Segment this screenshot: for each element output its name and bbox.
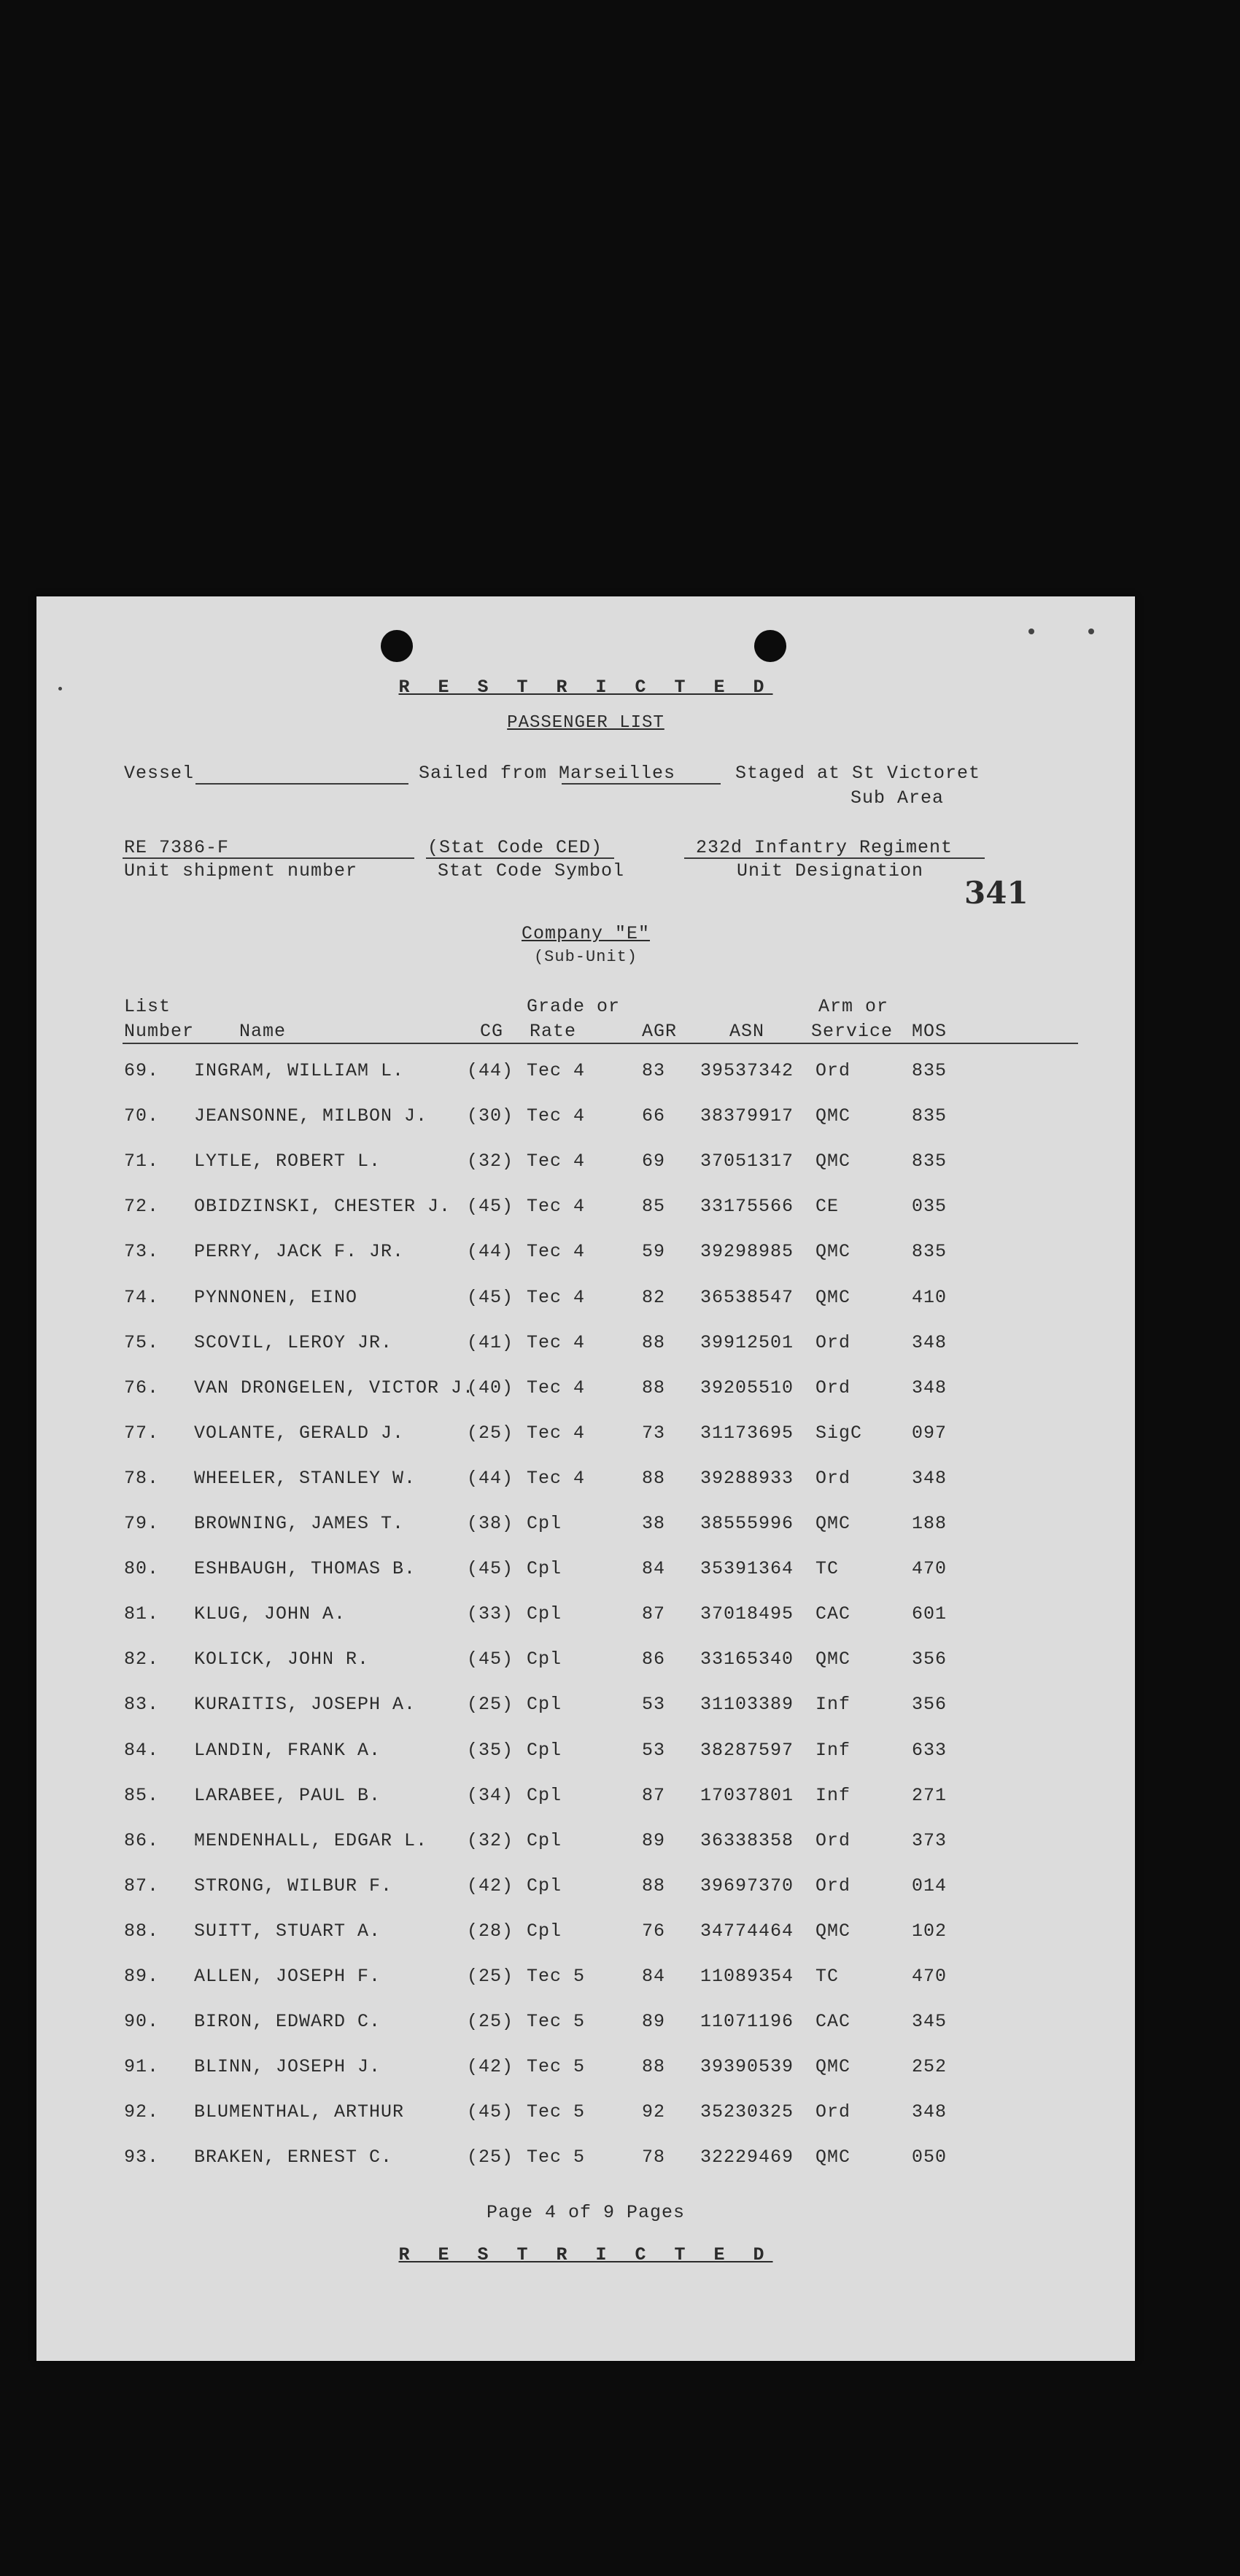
- cg-value: (44): [467, 1241, 514, 1263]
- asn-value: 17037801: [700, 1784, 794, 1806]
- header-rule: [123, 1043, 1078, 1044]
- cg-value: (30): [467, 1105, 514, 1127]
- list-number: 81.: [124, 1603, 160, 1625]
- agr-value: 87: [642, 1603, 666, 1625]
- table-row: [36, 1468, 1135, 1513]
- passenger-name: OBIDZINSKI, CHESTER J.: [194, 1196, 452, 1218]
- list-number: 91.: [124, 2056, 160, 2078]
- grade-value: Cpl: [527, 1920, 562, 1942]
- unit-shipment-underline: [123, 857, 414, 859]
- column-asn: ASN: [729, 1021, 765, 1042]
- grade-value: Tec 5: [527, 2056, 586, 2078]
- table-row: [36, 1241, 1135, 1286]
- grade-value: Tec 4: [527, 1467, 586, 1489]
- list-number: 79.: [124, 1513, 160, 1534]
- arm-service-value: QMC: [815, 1151, 851, 1172]
- arm-service-value: Ord: [815, 1467, 851, 1489]
- agr-value: 83: [642, 1060, 666, 1081]
- agr-value: 85: [642, 1196, 666, 1218]
- arm-service-value: QMC: [815, 1105, 851, 1127]
- cg-value: (25): [467, 1966, 514, 1987]
- asn-value: 39697370: [700, 1875, 794, 1896]
- asn-value: 37018495: [700, 1603, 794, 1625]
- grade-value: Cpl: [527, 1603, 562, 1625]
- arm-service-value: Ord: [815, 1875, 851, 1896]
- agr-value: 84: [642, 1966, 666, 1987]
- speck-mark: [1088, 629, 1094, 634]
- mos-value: 348: [912, 1331, 948, 1353]
- grade-value: Cpl: [527, 1513, 562, 1534]
- arm-service-value: Ord: [815, 1060, 851, 1081]
- list-number: 83.: [124, 1694, 160, 1716]
- mos-value: 835: [912, 1151, 948, 1172]
- agr-value: 89: [642, 2011, 666, 2033]
- sub-area: Sub Area: [850, 787, 945, 809]
- passenger-name: SUITT, STUART A.: [194, 1920, 381, 1942]
- list-number: 92.: [124, 2101, 160, 2123]
- arm-service-value: QMC: [815, 2056, 851, 2078]
- passenger-name: STRONG, WILBUR F.: [194, 1875, 393, 1896]
- mos-value: 050: [912, 2147, 948, 2168]
- passenger-name: LANDIN, FRANK A.: [194, 1739, 381, 1761]
- mos-value: 633: [912, 1739, 948, 1761]
- unit-designation-underline: [684, 857, 985, 859]
- cg-value: (44): [467, 1467, 514, 1489]
- table-row: [36, 1377, 1135, 1423]
- agr-value: 87: [642, 1784, 666, 1806]
- header-restricted: R E S T R I C T E D: [398, 677, 773, 698]
- list-number: 70.: [124, 1105, 160, 1127]
- stat-code-label: Stat Code Symbol: [438, 860, 625, 882]
- passenger-name: KLUG, JOHN A.: [194, 1603, 346, 1625]
- staged-at: Staged at St Victoret: [735, 763, 981, 784]
- arm-service-value: QMC: [815, 1920, 851, 1942]
- mos-value: 252: [912, 2056, 948, 2078]
- agr-value: 53: [642, 1694, 666, 1716]
- agr-value: 73: [642, 1422, 666, 1444]
- table-row: [36, 1830, 1135, 1875]
- column-grade-top: Grade or: [527, 996, 621, 1017]
- cg-value: (45): [467, 1286, 514, 1308]
- cg-value: (45): [467, 2101, 514, 2123]
- list-number: 71.: [124, 1151, 160, 1172]
- asn-value: 32229469: [700, 2147, 794, 2168]
- grade-value: Cpl: [527, 1558, 562, 1580]
- mos-value: 188: [912, 1513, 948, 1534]
- arm-service-value: QMC: [815, 2147, 851, 2168]
- footer-restricted: R E S T R I C T E D: [398, 2244, 773, 2265]
- asn-value: 11071196: [700, 2011, 794, 2033]
- grade-value: Tec 5: [527, 2101, 586, 2123]
- table-row: [36, 1966, 1135, 2011]
- list-number: 75.: [124, 1331, 160, 1353]
- mos-value: 356: [912, 1649, 948, 1670]
- cg-value: (45): [467, 1649, 514, 1670]
- list-number: 69.: [124, 1060, 160, 1081]
- arm-service-value: CE: [815, 1196, 840, 1218]
- cg-value: (35): [467, 1739, 514, 1761]
- column-list-number-top: List: [124, 996, 171, 1017]
- grade-value: Tec 4: [527, 1151, 586, 1172]
- arm-service-value: SigC: [815, 1422, 863, 1444]
- cg-value: (41): [467, 1331, 514, 1353]
- cg-value: (45): [467, 1558, 514, 1580]
- vessel-blank: [195, 783, 408, 785]
- agr-value: 86: [642, 1649, 666, 1670]
- table-row: [36, 1603, 1135, 1649]
- table-row: [36, 1558, 1135, 1603]
- passenger-name: BRAKEN, ERNEST C.: [194, 2147, 393, 2168]
- passenger-name: LYTLE, ROBERT L.: [194, 1151, 381, 1172]
- passenger-name: PERRY, JACK F. JR.: [194, 1241, 405, 1263]
- agr-value: 78: [642, 2147, 666, 2168]
- passenger-name: PYNNONEN, EINO: [194, 1286, 358, 1308]
- mos-value: 835: [912, 1060, 948, 1081]
- grade-value: Tec 4: [527, 1331, 586, 1353]
- arm-service-value: TC: [815, 1558, 840, 1580]
- arm-service-value: QMC: [815, 1286, 851, 1308]
- asn-value: 33175566: [700, 1196, 794, 1218]
- table-row: [36, 2011, 1135, 2056]
- punch-hole: [381, 630, 413, 662]
- arm-service-value: Inf: [815, 1694, 851, 1716]
- list-number: 77.: [124, 1422, 160, 1444]
- list-number: 78.: [124, 1467, 160, 1489]
- table-row: [36, 1196, 1135, 1241]
- arm-service-value: CAC: [815, 2011, 851, 2033]
- stat-code-underline: [426, 857, 614, 859]
- grade-value: Cpl: [527, 1829, 562, 1851]
- grade-value: Cpl: [527, 1784, 562, 1806]
- grade-value: Cpl: [527, 1649, 562, 1670]
- passenger-name: LARABEE, PAUL B.: [194, 1784, 381, 1806]
- document-page: [36, 596, 1135, 2361]
- cg-value: (32): [467, 1829, 514, 1851]
- asn-value: 39205510: [700, 1377, 794, 1398]
- column-name: Name: [239, 1021, 287, 1042]
- table-row: [36, 1740, 1135, 1785]
- mos-value: 014: [912, 1875, 948, 1896]
- page-footer: Page 4 of 9 Pages: [486, 2202, 686, 2223]
- arm-service-value: TC: [815, 1966, 840, 1987]
- mos-value: 835: [912, 1105, 948, 1127]
- arm-service-value: Inf: [815, 1784, 851, 1806]
- stat-code-value: (Stat Code CED): [427, 837, 603, 858]
- cg-value: (40): [467, 1377, 514, 1398]
- grade-value: Tec 4: [527, 1196, 586, 1218]
- cg-value: (32): [467, 1151, 514, 1172]
- list-number: 88.: [124, 1920, 160, 1942]
- agr-value: 69: [642, 1151, 666, 1172]
- mos-value: 035: [912, 1196, 948, 1218]
- cg-value: (42): [467, 1875, 514, 1896]
- asn-value: 11089354: [700, 1966, 794, 1987]
- mos-value: 271: [912, 1784, 948, 1806]
- asn-value: 38555996: [700, 1513, 794, 1534]
- agr-value: 88: [642, 1875, 666, 1896]
- grade-value: Tec 5: [527, 2011, 586, 2033]
- passenger-name: INGRAM, WILLIAM L.: [194, 1060, 405, 1081]
- agr-value: 88: [642, 1331, 666, 1353]
- mos-value: 348: [912, 1377, 948, 1398]
- agr-value: 76: [642, 1920, 666, 1942]
- passenger-name: WHEELER, STANLEY W.: [194, 1467, 416, 1489]
- speck-mark: [1028, 629, 1034, 634]
- list-number: 82.: [124, 1649, 160, 1670]
- list-number: 74.: [124, 1286, 160, 1308]
- mos-value: 097: [912, 1422, 948, 1444]
- agr-value: 92: [642, 2101, 666, 2123]
- passenger-name: JEANSONNE, MILBON J.: [194, 1105, 428, 1127]
- asn-value: 33165340: [700, 1649, 794, 1670]
- asn-value: 36338358: [700, 1829, 794, 1851]
- list-number: 93.: [124, 2147, 160, 2168]
- cg-value: (25): [467, 2147, 514, 2168]
- agr-value: 38: [642, 1513, 666, 1534]
- cg-value: (25): [467, 1694, 514, 1716]
- column-cg: CG: [480, 1021, 504, 1042]
- table-row: [36, 1332, 1135, 1377]
- asn-value: 39298985: [700, 1241, 794, 1263]
- table-row: [36, 1921, 1135, 1966]
- grade-value: Cpl: [527, 1875, 562, 1896]
- list-number: 80.: [124, 1558, 160, 1580]
- table-row: [36, 1649, 1135, 1694]
- column-arm-top: Arm or: [818, 996, 889, 1017]
- grade-value: Tec 4: [527, 1060, 586, 1081]
- sailed-from: Sailed from Marseilles: [419, 763, 676, 784]
- arm-service-value: Ord: [815, 1377, 851, 1398]
- passenger-name: ALLEN, JOSEPH F.: [194, 1966, 381, 1987]
- asn-value: 39537342: [700, 1060, 794, 1081]
- arm-service-value: Ord: [815, 2101, 851, 2123]
- list-number: 90.: [124, 2011, 160, 2033]
- column-list-number-bottom: Number: [124, 1021, 195, 1042]
- mos-value: 470: [912, 1558, 948, 1580]
- table-row: [36, 1060, 1135, 1105]
- sheet-number: 341: [964, 875, 1028, 911]
- sailed-from-underline: [562, 783, 721, 785]
- passenger-name: BROWNING, JAMES T.: [194, 1513, 405, 1534]
- table-row: [36, 1423, 1135, 1468]
- table-row: [36, 2101, 1135, 2147]
- list-number: 85.: [124, 1784, 160, 1806]
- punch-hole: [754, 630, 786, 662]
- list-number: 87.: [124, 1875, 160, 1896]
- asn-value: 35391364: [700, 1558, 794, 1580]
- agr-value: 53: [642, 1739, 666, 1761]
- arm-service-value: Inf: [815, 1739, 851, 1761]
- asn-value: 34774464: [700, 1920, 794, 1942]
- unit-shipment-label: Unit shipment number: [124, 860, 358, 882]
- cg-value: (44): [467, 1060, 514, 1081]
- passenger-name: MENDENHALL, EDGAR L.: [194, 1829, 428, 1851]
- arm-service-value: Ord: [815, 1829, 851, 1851]
- asn-value: 36538547: [700, 1286, 794, 1308]
- list-number: 76.: [124, 1377, 160, 1398]
- table-row: [36, 1694, 1135, 1739]
- table-row: [36, 1287, 1135, 1332]
- asn-value: 39288933: [700, 1467, 794, 1489]
- passenger-name: SCOVIL, LEROY JR.: [194, 1331, 393, 1353]
- company-sub: (Sub-Unit): [533, 948, 638, 966]
- table-row: [36, 1513, 1135, 1558]
- column-agr: AGR: [642, 1021, 678, 1042]
- mos-value: 470: [912, 1966, 948, 1987]
- company-name: Company "E": [521, 923, 651, 944]
- list-number: 86.: [124, 1829, 160, 1851]
- document-title: PASSENGER LIST: [507, 713, 664, 733]
- mos-value: 356: [912, 1694, 948, 1716]
- agr-value: 59: [642, 1241, 666, 1263]
- cg-value: (25): [467, 2011, 514, 2033]
- arm-service-value: Ord: [815, 1331, 851, 1353]
- table-row: [36, 1151, 1135, 1196]
- cg-value: (33): [467, 1603, 514, 1625]
- asn-value: 35230325: [700, 2101, 794, 2123]
- asn-value: 31103389: [700, 1694, 794, 1716]
- cg-value: (42): [467, 2056, 514, 2078]
- arm-service-value: CAC: [815, 1603, 851, 1625]
- cg-value: (25): [467, 1422, 514, 1444]
- passenger-name: KURAITIS, JOSEPH A.: [194, 1694, 416, 1716]
- table-row: [36, 2147, 1135, 2192]
- list-number: 72.: [124, 1196, 160, 1218]
- arm-service-value: QMC: [815, 1513, 851, 1534]
- agr-value: 89: [642, 1829, 666, 1851]
- column-mos: MOS: [912, 1021, 948, 1042]
- mos-value: 102: [912, 1920, 948, 1942]
- mos-value: 373: [912, 1829, 948, 1851]
- passenger-name: KOLICK, JOHN R.: [194, 1649, 370, 1670]
- cg-value: (38): [467, 1513, 514, 1534]
- passenger-name: BIRON, EDWARD C.: [194, 2011, 381, 2033]
- grade-value: Tec 4: [527, 1286, 586, 1308]
- table-row: [36, 1785, 1135, 1830]
- grade-value: Tec 4: [527, 1241, 586, 1263]
- passenger-name: BLUMENTHAL, ARTHUR: [194, 2101, 405, 2123]
- grade-value: Cpl: [527, 1694, 562, 1716]
- passenger-name: VOLANTE, GERALD J.: [194, 1422, 405, 1444]
- table-row: [36, 1875, 1135, 1921]
- agr-value: 88: [642, 1377, 666, 1398]
- passenger-name: VAN DRONGELEN, VICTOR J.: [194, 1377, 475, 1398]
- cg-value: (45): [467, 1196, 514, 1218]
- asn-value: 39390539: [700, 2056, 794, 2078]
- grade-value: Tec 5: [527, 2147, 586, 2168]
- mos-value: 348: [912, 2101, 948, 2123]
- list-number: 73.: [124, 1241, 160, 1263]
- agr-value: 88: [642, 2056, 666, 2078]
- table-row: [36, 1105, 1135, 1151]
- column-arm-bottom: Service: [811, 1021, 894, 1042]
- agr-value: 82: [642, 1286, 666, 1308]
- unit-designation-label: Unit Designation: [737, 860, 924, 882]
- asn-value: 31173695: [700, 1422, 794, 1444]
- passenger-name: ESHBAUGH, THOMAS B.: [194, 1558, 416, 1580]
- mos-value: 410: [912, 1286, 948, 1308]
- mos-value: 345: [912, 2011, 948, 2033]
- list-number: 84.: [124, 1739, 160, 1761]
- asn-value: 38287597: [700, 1739, 794, 1761]
- arm-service-value: QMC: [815, 1649, 851, 1670]
- list-number: 89.: [124, 1966, 160, 1987]
- grade-value: Tec 5: [527, 1966, 586, 1987]
- mos-value: 835: [912, 1241, 948, 1263]
- unit-designation-value: 232d Infantry Regiment: [696, 837, 953, 858]
- arm-service-value: QMC: [815, 1241, 851, 1263]
- passenger-name: BLINN, JOSEPH J.: [194, 2056, 381, 2078]
- grade-value: Tec 4: [527, 1105, 586, 1127]
- asn-value: 37051317: [700, 1151, 794, 1172]
- grade-value: Tec 4: [527, 1377, 586, 1398]
- asn-value: 38379917: [700, 1105, 794, 1127]
- agr-value: 66: [642, 1105, 666, 1127]
- mos-value: 348: [912, 1467, 948, 1489]
- grade-value: Tec 4: [527, 1422, 586, 1444]
- agr-value: 88: [642, 1467, 666, 1489]
- asn-value: 39912501: [700, 1331, 794, 1353]
- column-grade-bottom: Rate: [530, 1021, 577, 1042]
- cg-value: (28): [467, 1920, 514, 1942]
- cg-value: (34): [467, 1784, 514, 1806]
- agr-value: 84: [642, 1558, 666, 1580]
- table-row: [36, 2056, 1135, 2101]
- mos-value: 601: [912, 1603, 948, 1625]
- grade-value: Cpl: [527, 1739, 562, 1761]
- unit-shipment-value: RE 7386-F: [124, 837, 230, 858]
- vessel-label: Vessel: [124, 763, 195, 784]
